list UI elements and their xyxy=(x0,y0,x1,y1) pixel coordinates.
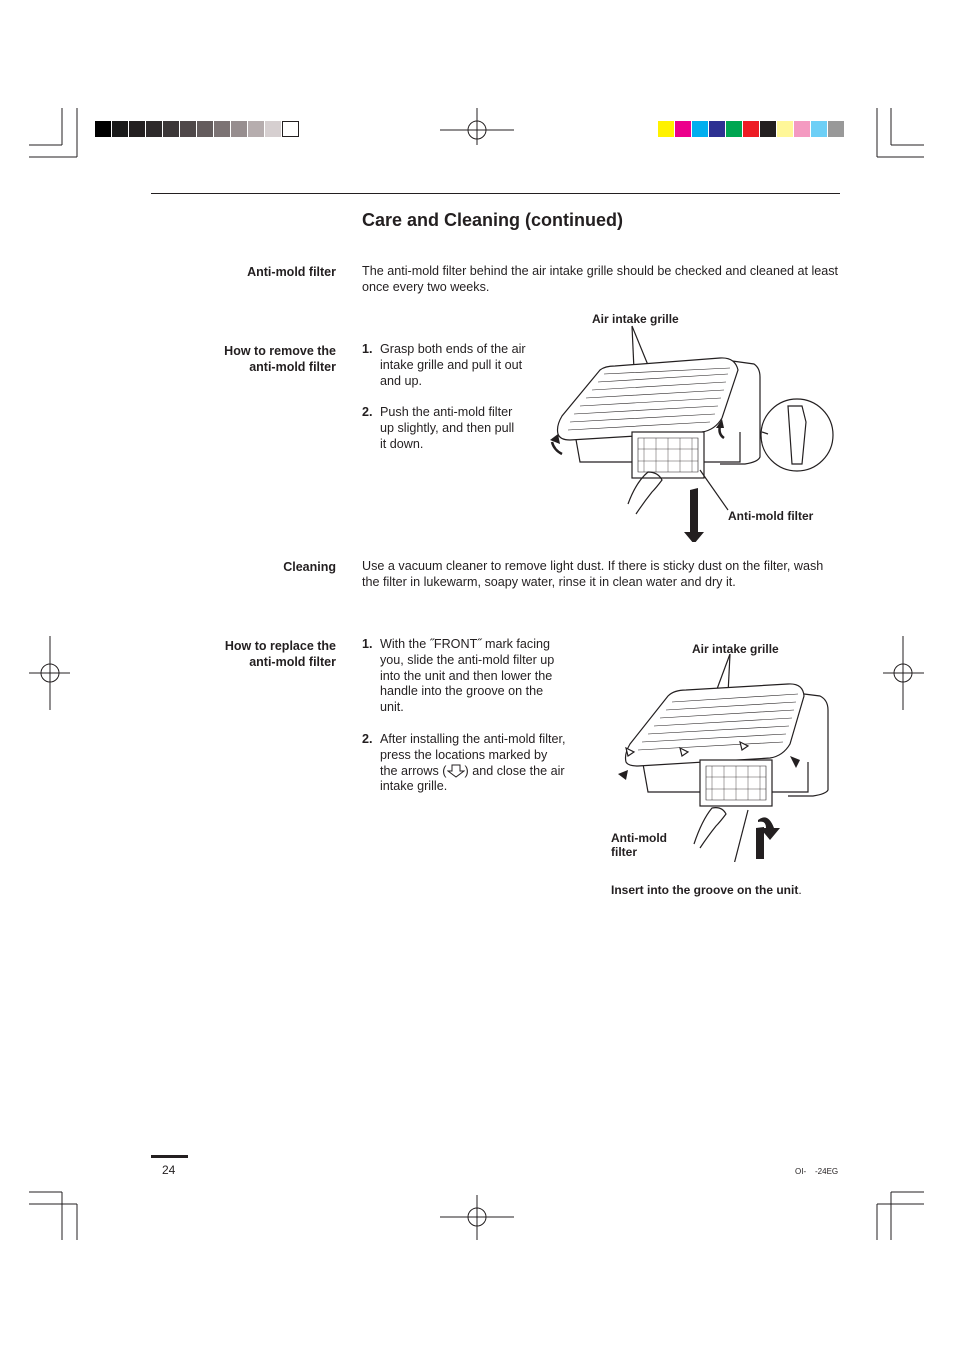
step-number: 1. xyxy=(362,342,373,356)
remove-filter-illustration xyxy=(540,322,840,542)
color-swatch xyxy=(197,121,214,137)
color-swatch xyxy=(112,121,129,137)
process-color-bar xyxy=(658,121,845,137)
color-swatch xyxy=(692,121,709,137)
color-swatch xyxy=(95,121,112,137)
color-swatch xyxy=(265,121,282,137)
color-swatch xyxy=(726,121,743,137)
step-text-part-a: After installing the anti-mold filter, press the locations marked by the arrows ( xyxy=(380,732,566,778)
label-air-intake-grille: Air intake grille xyxy=(592,312,679,326)
step-text: Push the anti-mold filter up slightly, and then pull it down. xyxy=(380,405,515,451)
color-swatch xyxy=(129,121,146,137)
header-rule xyxy=(151,193,840,194)
page-number: 24 xyxy=(162,1163,176,1177)
page-number-rule xyxy=(151,1155,188,1158)
step-text-part-b: ) and close the air intake grille. xyxy=(380,763,565,794)
label-anti-mold-filter-2: Anti-mold filter xyxy=(611,831,667,859)
step-number: 1. xyxy=(362,637,373,651)
remove-step-1 xyxy=(362,342,532,390)
step-number: 2. xyxy=(362,732,373,746)
page-title: Care and Cleaning (continued) xyxy=(362,210,624,230)
replace-filter-illustration xyxy=(608,652,838,862)
color-swatch xyxy=(231,121,248,137)
section-heading-cleaning: Cleaning xyxy=(283,560,336,574)
step-number: 2. xyxy=(362,405,373,419)
color-swatch xyxy=(675,121,692,137)
color-swatch xyxy=(146,121,163,137)
color-swatch xyxy=(794,121,811,137)
color-swatch xyxy=(214,121,231,137)
step-text xyxy=(380,732,568,795)
press-arrow-icon xyxy=(447,764,465,778)
color-swatch xyxy=(163,121,180,137)
color-swatch xyxy=(743,121,760,137)
color-swatch xyxy=(760,121,777,137)
color-swatch xyxy=(828,121,845,137)
color-swatch xyxy=(658,121,675,137)
color-swatch xyxy=(282,121,299,137)
document-code: OI- -24EG xyxy=(795,1167,839,1176)
label-air-intake-grille-2: Air intake grille xyxy=(692,642,779,656)
label-insert-groove-text: Insert into the groove on the unit xyxy=(611,883,799,897)
color-swatch xyxy=(777,121,794,137)
remove-step-2 xyxy=(362,405,532,453)
step-text: Grasp both ends of the air intake grille and pull it out and up. xyxy=(380,342,526,388)
replace-step-1 xyxy=(362,637,572,717)
color-swatch xyxy=(180,121,197,137)
label-anti-mold-filter: Anti-mold filter xyxy=(728,509,814,523)
label-insert-groove: Insert into the groove on the unit. xyxy=(611,883,802,897)
section-heading-remove: How to remove the anti-mold filter xyxy=(224,344,336,374)
section-heading-anti-mold: Anti-mold filter xyxy=(247,265,336,279)
replace-step-2 xyxy=(362,732,572,796)
section-heading-replace: How to replace the anti-mold filter xyxy=(224,639,336,669)
cleaning-paragraph: Use a vacuum cleaner to remove light dust. If there is sticky dust on the filter, wash the filter in lukewarm, soapy water, rinse it in clean water and dry it. xyxy=(362,559,824,589)
gray-color-bar xyxy=(95,121,299,137)
color-swatch xyxy=(248,121,265,137)
anti-mold-paragraph: The anti-mold filter behind the air intake grille should be checked and cleaned at least once every two weeks. xyxy=(362,264,839,294)
color-swatch xyxy=(709,121,726,137)
color-swatch xyxy=(811,121,828,137)
step-text: With the ˝FRONT˝ mark facing you, slide the anti-mold filter up into the unit and then lower the handle into the groove on the unit. xyxy=(380,637,555,715)
